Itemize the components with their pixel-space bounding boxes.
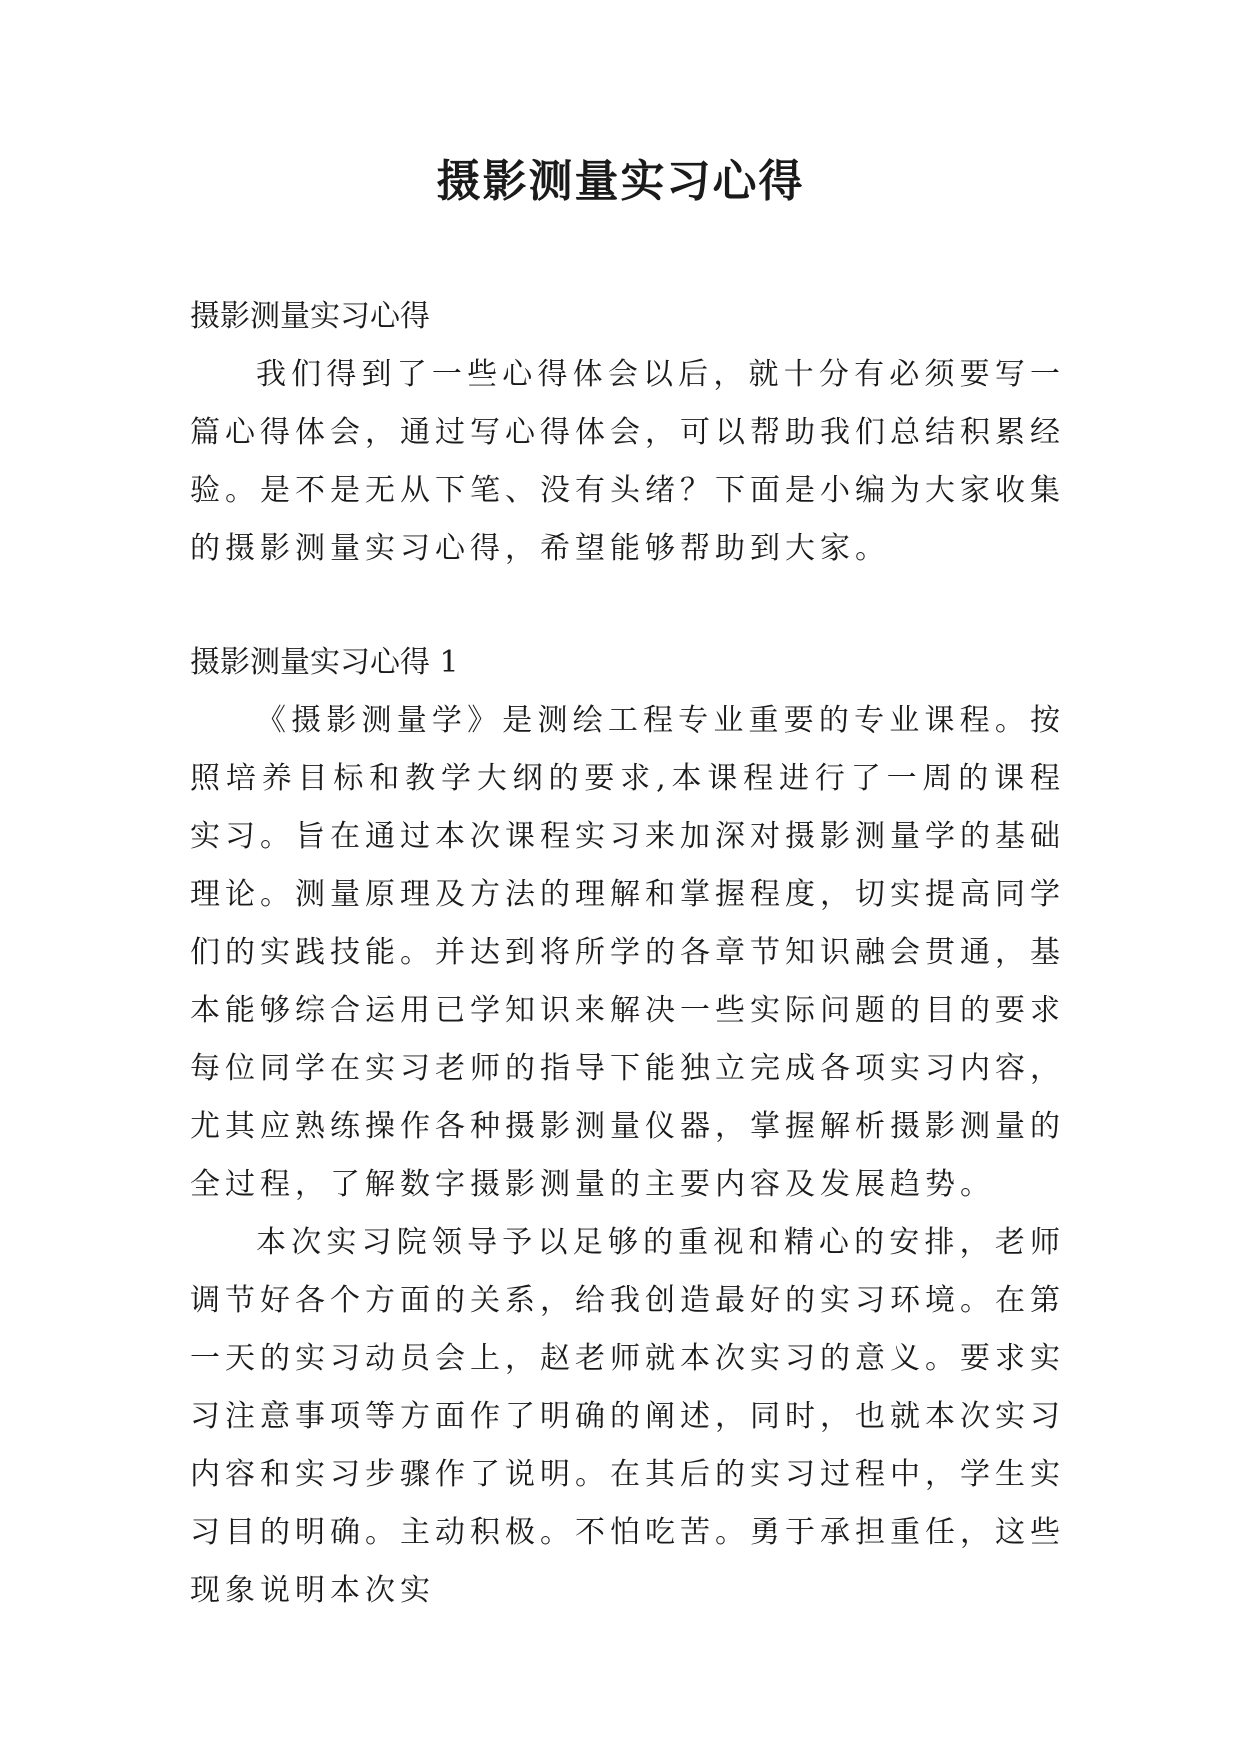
section-heading: 摄影测量实习心得 1 — [190, 645, 459, 680]
document-body — [190, 288, 1065, 1620]
document-title: 摄影测量实习心得 — [436, 156, 805, 207]
section-heading: 摄影测量实习心得 — [190, 299, 430, 334]
section-1 — [190, 634, 1065, 1620]
paragraph: 我们得到了一些心得体会以后，就十分有必须要写一篇心得体会，通过写心得体会，可以帮助我们总结积累经验。是不是无从下笔、没有头绪？下面是小编为大家收集的摄影测量实习心得，希望能够帮助到大家。 — [190, 357, 1065, 566]
section-spacer — [190, 578, 1065, 634]
section-intro — [190, 288, 1065, 578]
paragraph: 本次实习院领导予以足够的重视和精心的安排，老师调节好各个方面的关系，给我创造最好的实习环境。在第一天的实习动员会上，赵老师就本次实习的意义。要求实习注意事项等方面作了明确的阐述，同时，也就本次实习内容和实习步骤作了说明。在其后的实习过程中，学生实习目的明确。主动积极。不怕吃苦。勇于承担重任，这些现象说明本次实 — [190, 1225, 1065, 1608]
paragraph: 《摄影测量学》是测绘工程专业重要的专业课程。按照培养目标和教学大纲的要求,本课程进行了一周的课程实习。旨在通过本次课程实习来加深对摄影测量学的基础理论。测量原理及方法的理解和掌握程度，切实提高同学们的实践技能。并达到将所学的各章节知识融会贯通，基本能够综合运用已学知识来解决一些实际问题的目的要求每位同学在实习老师的指导下能独立完成各项实习内容，尤其应熟练操作各种摄影测量仪器，掌握解析摄影测量的全过程，了解数字摄影测量的主要内容及发展趋势。 — [190, 703, 1065, 1202]
